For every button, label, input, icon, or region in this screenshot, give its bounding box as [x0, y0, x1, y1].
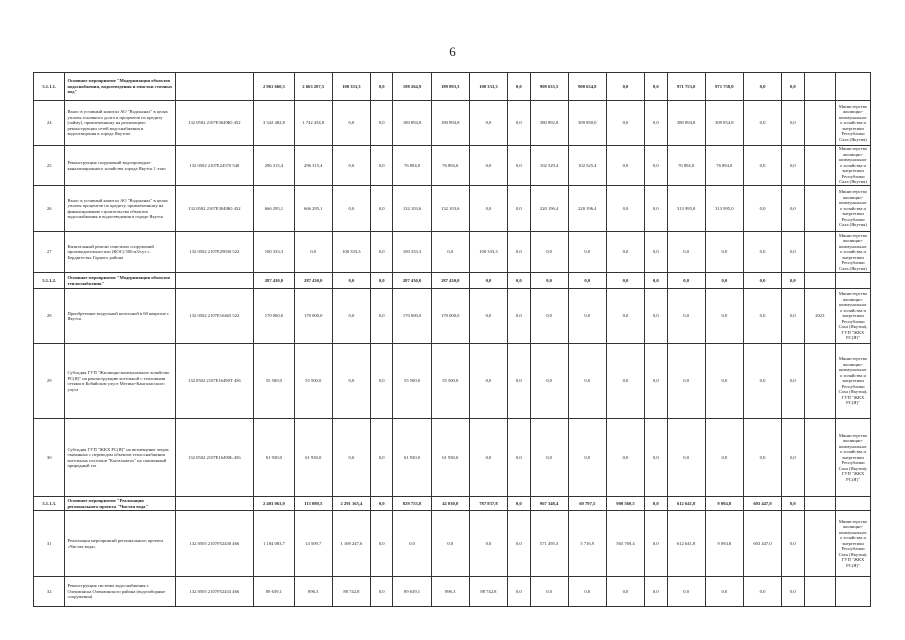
row-number: 30: [34, 419, 65, 497]
amount-cell: 76 894,0: [431, 146, 469, 186]
amount-cell: 908 634,8: [568, 73, 606, 101]
amount-cell: 0,0: [667, 232, 705, 273]
amount-cell: 0,0: [667, 419, 705, 497]
amount-cell: 2 403 063,9: [254, 497, 294, 511]
amount-cell: 787 837,8: [469, 497, 507, 511]
amount-cell: 0,0: [743, 232, 781, 273]
amount-cell: 0,0: [332, 344, 370, 419]
amount-cell: 0,0: [782, 273, 804, 289]
measure-name: Субсидия ГУП "Жилищно-коммунальное хозяйство РС(Я)" на реконструкцию котельной с тепловыми сетями в Кобяйском улусе Мегино-Кангаласского улуса: [65, 344, 175, 419]
amount-cell: 0,0: [782, 511, 804, 577]
amount-cell: 0,0: [782, 497, 804, 511]
budget-code: [175, 73, 254, 101]
amount-cell: 180 894,8: [393, 101, 431, 146]
amount-cell: 0,0: [530, 419, 568, 497]
amount-cell: 100 333,3: [254, 232, 294, 273]
amount-cell: 0,0: [743, 146, 781, 186]
amount-cell: 0,0: [667, 344, 705, 419]
amount-cell: 61 930,0: [393, 419, 431, 497]
amount-cell: 0,0: [705, 577, 743, 607]
row-number: 31: [34, 511, 65, 577]
measure-name: Взнос в уставный капитал АО "Водоканал" в целях уплаты процентов по кредиту, привлеченному на финансирование строительства объектов водоснабжения и водоотведения в городе Якутск: [65, 186, 175, 232]
amount-cell: 0,0: [743, 289, 781, 344]
amount-cell: 0,0: [568, 419, 606, 497]
amount-cell: 0,0: [431, 232, 469, 273]
amount-cell: 0,0: [743, 273, 781, 289]
amount-cell: 0,0: [782, 186, 804, 232]
amount-cell: 0,0: [332, 273, 370, 289]
amount-cell: 0,0: [508, 289, 530, 344]
amount-cell: 0,0: [645, 273, 667, 289]
amount-cell: 0,0: [782, 289, 804, 344]
amount-cell: 42 030,0: [431, 497, 469, 511]
table-row: [34, 419, 871, 497]
amount-cell: 296 315,4: [294, 146, 332, 186]
amount-cell: 0,0: [606, 273, 644, 289]
measure-name: Субсидия ГУП "ЖКХ РС(Я)" на возмещение затрат, связанных с переводом объектов теплоснабжения котельных поселков "Кыталыктах" на сжиженный природный газ: [65, 419, 175, 497]
amount-cell: 0,0: [469, 344, 507, 419]
amount-cell: 0,0: [371, 577, 393, 607]
amount-cell: 61 930,0: [254, 419, 294, 497]
amount-cell: 9 094,8: [705, 497, 743, 511]
amount-cell: 287 430,0: [393, 273, 431, 289]
amount-cell: 1 184 083,7: [254, 511, 294, 577]
measure-name: Реконструкция сооружений водопроводно-канализационного хозяйства города Якутск 1 этап: [65, 146, 175, 186]
term-cell: [804, 577, 835, 607]
amount-cell: 287 430,0: [431, 273, 469, 289]
amount-cell: 170 000,0: [393, 289, 431, 344]
executor-cell: Министерство жилищно-коммунального хозяйства и энергетики Республики Саха (Якутия), ГУП "ЖКХ РС(Я)": [836, 344, 871, 419]
budget-code: 132 0505 2107F52430 466: [175, 511, 254, 577]
amount-cell: 0,0: [782, 344, 804, 419]
amount-cell: 0,0: [469, 289, 507, 344]
amount-cell: 88 742,8: [469, 577, 507, 607]
page-number: 6: [449, 44, 456, 59]
amount-cell: 0,0: [469, 146, 507, 186]
section-row: [34, 497, 871, 511]
term-cell: [804, 419, 835, 497]
amount-cell: 0,0: [508, 101, 530, 146]
budget-code: 132 0502 2107Е3049Ю 452: [175, 186, 254, 232]
measure-name: Основное мероприятие "Модернизация объектов теплоснабжения": [65, 273, 175, 289]
amount-cell: 2 663 207,5: [294, 73, 332, 101]
amount-cell: 61 930,0: [294, 419, 332, 497]
executor-cell: Министерство жилищно-коммунального хозяйства и энергетики Республики Саха (Якутия), ГУП "ЖКХ РС(Я)": [836, 289, 871, 344]
amount-cell: 0,0: [705, 232, 743, 273]
amount-cell: 3 342 482,8: [254, 101, 294, 146]
amount-cell: 5 716,9: [568, 511, 606, 577]
amount-cell: 0,0: [645, 511, 667, 577]
table-row: [34, 146, 871, 186]
term-cell: [804, 73, 835, 101]
amount-cell: 170 000,0: [254, 289, 294, 344]
table-row: [34, 577, 871, 607]
amount-cell: 571 495,3: [530, 511, 568, 577]
budget-code: [175, 497, 254, 511]
table-body: [34, 73, 871, 607]
executor-cell: [836, 577, 871, 607]
row-number: 29: [34, 344, 65, 419]
budget-code: 132 0502 2107Е29030 522: [175, 232, 254, 273]
amount-cell: 102 525,4: [568, 146, 606, 186]
amount-cell: 313 995,0: [705, 186, 743, 232]
amount-cell: 102 529,4: [530, 146, 568, 186]
term-cell: [804, 273, 835, 289]
amount-cell: 0,0: [469, 273, 507, 289]
table-row: [34, 186, 871, 232]
amount-cell: 0,0: [782, 577, 804, 607]
amount-cell: 0,0: [645, 344, 667, 419]
amount-cell: 612 641,8: [667, 511, 705, 577]
executor-cell: Министерство жилищно-коммунального хозяйства и энергетики Республики Саха (Якутия): [836, 186, 871, 232]
amount-cell: 0,0: [645, 186, 667, 232]
amount-cell: 0,0: [568, 289, 606, 344]
amount-cell: 0,0: [645, 73, 667, 101]
amount-cell: 0,0: [568, 273, 606, 289]
executor-cell: Министерство жилищно-коммунального хозяйства и энергетики Республики Саха (Якутия): [836, 232, 871, 273]
amount-cell: 2 961 660,3: [254, 73, 294, 101]
amount-cell: 0,0: [371, 232, 393, 273]
amount-cell: 0,0: [508, 511, 530, 577]
term-cell: [804, 497, 835, 511]
row-number: 24: [34, 101, 65, 146]
amount-cell: 0,0: [743, 73, 781, 101]
amount-cell: 100 333,3: [332, 73, 370, 101]
executor-cell: [836, 273, 871, 289]
amount-cell: 132 103,6: [431, 186, 469, 232]
amount-cell: 0,0: [530, 577, 568, 607]
row-number: 5.1.1.1.: [34, 73, 65, 101]
row-number: 28: [34, 289, 65, 344]
term-cell: [804, 232, 835, 273]
executor-cell: Министерство жилищно-коммунального хозяйства и энергетики Республики Саха (Якутия), ГУП "ЖКХ РС(Я)": [836, 511, 871, 577]
amount-cell: 89 639,1: [254, 577, 294, 607]
amount-cell: 0,0: [332, 146, 370, 186]
row-number: 27: [34, 232, 65, 273]
amount-cell: 100 333,3: [469, 232, 507, 273]
amount-cell: 0,0: [606, 232, 644, 273]
amount-cell: 0,0: [606, 186, 644, 232]
amount-cell: 170 000,0: [294, 289, 332, 344]
amount-cell: 55 500,0: [254, 344, 294, 419]
amount-cell: 0,0: [645, 577, 667, 607]
amount-cell: 0,0: [667, 273, 705, 289]
amount-cell: 380 894,8: [667, 101, 705, 146]
table-row: [34, 101, 871, 146]
amount-cell: 0,0: [645, 497, 667, 511]
amount-cell: 0,0: [469, 101, 507, 146]
amount-cell: 313 995,0: [667, 186, 705, 232]
executor-cell: Министерство жилищно-коммунального хозяйства и энергетики Республики Саха (Якутия), ГУП "ЖКХ РС(Я)": [836, 419, 871, 497]
amount-cell: 0,0: [530, 289, 568, 344]
amount-cell: 0,0: [568, 232, 606, 273]
amount-cell: 908 633,5: [530, 73, 568, 101]
budget-table: [33, 72, 871, 607]
amount-cell: 0,0: [568, 344, 606, 419]
amount-cell: 14 509,7: [294, 511, 332, 577]
amount-cell: 0,0: [705, 344, 743, 419]
amount-cell: 0,0: [508, 73, 530, 101]
amount-cell: 0,0: [606, 146, 644, 186]
amount-cell: 0,0: [530, 273, 568, 289]
amount-cell: 0,0: [782, 146, 804, 186]
section-row: [34, 73, 871, 101]
amount-cell: 100 333,3: [393, 232, 431, 273]
amount-cell: 189 893,3: [431, 73, 469, 101]
amount-cell: 0,0: [743, 577, 781, 607]
amount-cell: 113 080,5: [294, 497, 332, 511]
row-number: 26: [34, 186, 65, 232]
term-cell: 2023: [804, 289, 835, 344]
amount-cell: 0,0: [606, 289, 644, 344]
amount-cell: 0,0: [371, 273, 393, 289]
amount-cell: 1 169 247,6: [332, 511, 370, 577]
amount-cell: 0,0: [508, 273, 530, 289]
amount-cell: 0,0: [508, 497, 530, 511]
amount-cell: 565 769,4: [606, 511, 644, 577]
amount-cell: 0,0: [645, 101, 667, 146]
amount-cell: 0,0: [371, 289, 393, 344]
measure-name: Реконструкция системы водоснабжения г. Олекминска Олекминского района (водозаборные сооружения): [65, 577, 175, 607]
measure-name: Приобретение модульной котельной в 68 квартале г. Якутск: [65, 289, 175, 344]
amount-cell: 971 753,0: [667, 73, 705, 101]
amount-cell: 0,0: [606, 577, 644, 607]
amount-cell: 0,0: [606, 73, 644, 101]
amount-cell: 0,0: [705, 273, 743, 289]
amount-cell: 0,0: [743, 344, 781, 419]
amount-cell: 0,0: [743, 101, 781, 146]
amount-cell: 9 094,8: [705, 511, 743, 577]
amount-cell: 61 930,0: [431, 419, 469, 497]
amount-cell: 0,0: [431, 511, 469, 577]
amount-cell: 0,0: [782, 73, 804, 101]
amount-cell: 0,0: [667, 577, 705, 607]
amount-cell: 0,0: [469, 186, 507, 232]
budget-code: 132 0502 2107Е16465 522: [175, 289, 254, 344]
amount-cell: 287 430,0: [254, 273, 294, 289]
amount-cell: 829 753,8: [393, 497, 431, 511]
term-cell: [804, 344, 835, 419]
amount-cell: 0,0: [705, 289, 743, 344]
amount-cell: 0,0: [371, 511, 393, 577]
amount-cell: 100 333,3: [469, 73, 507, 101]
budget-code: [175, 273, 254, 289]
amount-cell: 1 742 454,8: [294, 101, 332, 146]
amount-cell: 60 797,5: [568, 497, 606, 511]
section-row: [34, 273, 871, 289]
amount-cell: 0,0: [645, 146, 667, 186]
measure-name: Капитальный ремонт очистных сооружений производительностью (КОС) 500 м3/сут с. Бердигестях Горного района: [65, 232, 175, 273]
amount-cell: 0,0: [332, 289, 370, 344]
budget-code: 132 0502 2107Е3049Ю 452: [175, 101, 254, 146]
amount-cell: 0,0: [371, 419, 393, 497]
amount-cell: 603 447,0: [743, 511, 781, 577]
amount-cell: 0,0: [371, 497, 393, 511]
row-number: 5.1.1.2.: [34, 273, 65, 289]
amount-cell: 89 639,1: [393, 577, 431, 607]
amount-cell: 967 348,4: [530, 497, 568, 511]
term-cell: [804, 101, 835, 146]
measure-name: Основное мероприятие "Реализация регионального проекта "Чистая вода": [65, 497, 175, 511]
measure-name: Реализация мероприятий регионального проекта «Чистая вода»: [65, 511, 175, 577]
amount-cell: 603 447,0: [743, 497, 781, 511]
amount-cell: 612 641,8: [667, 497, 705, 511]
amount-cell: 0,0: [606, 419, 644, 497]
executor-cell: Министерство жилищно-коммунального хозяйства и энергетики Республики Саха (Якутия): [836, 146, 871, 186]
amount-cell: 896,3: [431, 577, 469, 607]
amount-cell: 0,0: [371, 101, 393, 146]
amount-cell: 0,0: [743, 186, 781, 232]
amount-cell: 220 196,4: [568, 186, 606, 232]
amount-cell: 0,0: [508, 577, 530, 607]
amount-cell: 76 894,0: [667, 146, 705, 186]
row-number: 32: [34, 577, 65, 607]
amount-cell: 0,0: [782, 232, 804, 273]
amount-cell: 0,0: [508, 146, 530, 186]
amount-cell: 0,0: [508, 419, 530, 497]
amount-cell: 100 333,3: [332, 232, 370, 273]
amount-cell: 0,0: [782, 101, 804, 146]
amount-cell: 76 894,0: [393, 146, 431, 186]
amount-cell: 0,0: [530, 232, 568, 273]
measure-name: Взнос в уставный капитал АО "Водоканал" в целях уплаты основного долга и процентов по кредиту (займу), привлеченному на реализацию: реконструкции сетей водоснабжения и водоотведения в городе Якутске: [65, 101, 175, 146]
amount-cell: 55 500,0: [294, 344, 332, 419]
budget-code: 132 0502 2107Е16490Т 456: [175, 344, 254, 419]
amount-cell: 0,0: [508, 232, 530, 273]
amount-cell: 132 103,6: [393, 186, 431, 232]
executor-cell: Министерство жилищно-коммунального хозяйства и энергетики Республики Саха (Якутия): [836, 101, 871, 146]
amount-cell: 0,0: [393, 511, 431, 577]
amount-cell: 0,0: [568, 577, 606, 607]
amount-cell: 0,0: [469, 419, 507, 497]
amount-cell: 0,0: [508, 344, 530, 419]
table-row: [34, 289, 871, 344]
amount-cell: 287 430,0: [294, 273, 332, 289]
amount-cell: 0,0: [743, 419, 781, 497]
amount-cell: 666 295,1: [254, 186, 294, 232]
executor-cell: [836, 497, 871, 511]
amount-cell: 0,0: [332, 186, 370, 232]
amount-cell: 896,3: [294, 577, 332, 607]
amount-cell: 309 850,0: [568, 101, 606, 146]
amount-cell: 0,0: [530, 344, 568, 419]
term-cell: [804, 146, 835, 186]
budget-code: 132 0505 2107F52433 466: [175, 577, 254, 607]
table-row: [34, 511, 871, 577]
term-cell: [804, 511, 835, 577]
amount-cell: 0,0: [508, 186, 530, 232]
amount-cell: 0,0: [645, 289, 667, 344]
executor-cell: [836, 73, 871, 101]
amount-cell: 2 291 165,4: [332, 497, 370, 511]
amount-cell: 0,0: [294, 232, 332, 273]
amount-cell: 0,0: [645, 232, 667, 273]
amount-cell: 198 264,9: [393, 73, 431, 101]
amount-cell: 0,0: [371, 344, 393, 419]
amount-cell: 0,0: [469, 511, 507, 577]
amount-cell: 88 742,8: [332, 577, 370, 607]
amount-cell: 0,0: [645, 419, 667, 497]
amount-cell: 0,0: [332, 101, 370, 146]
amount-cell: 0,0: [667, 289, 705, 344]
amount-cell: 666 295,1: [294, 186, 332, 232]
amount-cell: 380 892,8: [530, 101, 568, 146]
row-number: 5.1.1.3.: [34, 497, 65, 511]
amount-cell: 0,0: [371, 146, 393, 186]
amount-cell: 296 315,4: [254, 146, 294, 186]
amount-cell: 0,0: [332, 419, 370, 497]
amount-cell: 0,0: [606, 344, 644, 419]
budget-code: 132 0502 2107Е16490Ь 456: [175, 419, 254, 497]
amount-cell: 76 894,0: [705, 146, 743, 186]
table-row: [34, 232, 871, 273]
term-cell: [804, 186, 835, 232]
budget-code: 132 0502 2107Е24570 540: [175, 146, 254, 186]
amount-cell: 0,0: [606, 101, 644, 146]
amount-cell: 900 560,5: [606, 497, 644, 511]
amount-cell: 0,0: [705, 419, 743, 497]
measure-name: Основное мероприятие "Модернизация объектов водоснабжения, водоотведения и очистки сточных вод": [65, 73, 175, 101]
amount-cell: 170 000,0: [431, 289, 469, 344]
table-row: [34, 344, 871, 419]
amount-cell: 55 500,0: [431, 344, 469, 419]
amount-cell: 971 758,0: [705, 73, 743, 101]
amount-cell: 180 894,8: [431, 101, 469, 146]
row-number: 25: [34, 146, 65, 186]
amount-cell: 0,0: [782, 419, 804, 497]
amount-cell: 220 196,4: [530, 186, 568, 232]
amount-cell: 0,0: [371, 73, 393, 101]
amount-cell: 0,0: [371, 186, 393, 232]
amount-cell: 309 854,8: [705, 101, 743, 146]
amount-cell: 55 500,0: [393, 344, 431, 419]
